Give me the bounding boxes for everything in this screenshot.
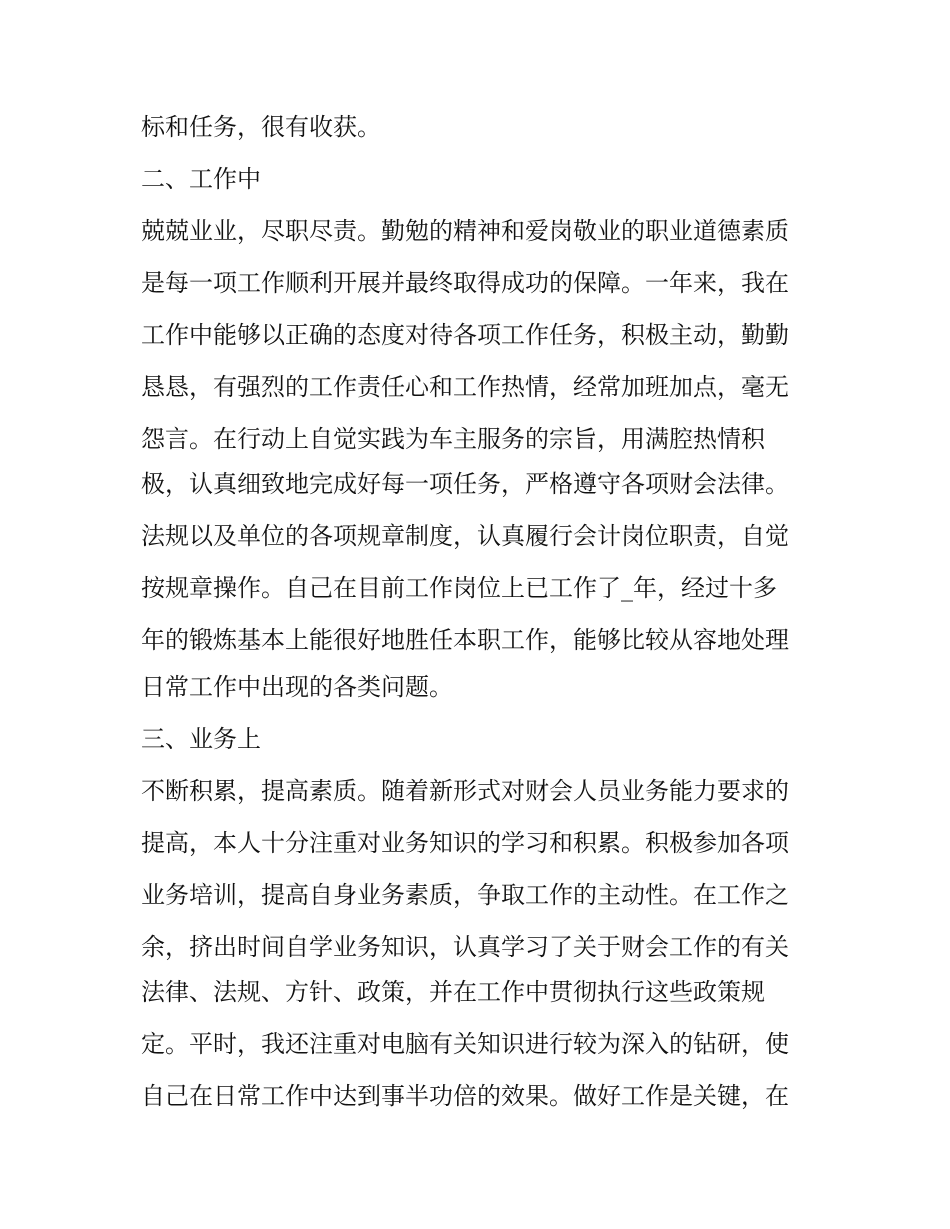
text-line: 提高，本人十分注重对业务知识的学习和积累。积极参加各项 — [141, 829, 789, 857]
text-line: 法规以及单位的各项规章制度，认真履行会计岗位职责，自觉 — [141, 522, 789, 550]
text-line: 兢兢业业，尽职尽责。勤勉的精神和爱岗敬业的职业道德素质 — [141, 217, 789, 245]
text-line: 年的锻炼基本上能很好地胜任本职工作，能够比较从容地处理 — [141, 626, 789, 654]
text-line: 法律、法规、方针、政策，并在工作中贯彻执行这些政策规 — [141, 978, 765, 1006]
section-heading: 二、工作中 — [141, 165, 261, 193]
text-line: 不断积累，提高素质。随着新形式对财会人员业务能力要求的 — [141, 777, 789, 805]
text-line: 工作中能够以正确的态度对待各项工作任务，积极主动，勤勤 — [141, 321, 789, 349]
text-line: 自己在日常工作中达到事半功倍的效果。做好工作是关键，在 — [141, 1082, 789, 1110]
text-line: 定。平时，我还注重对电脑有关知识进行较为深入的钻研，使 — [141, 1030, 789, 1058]
text-line: 极，认真细致地完成好每一项任务，严格遵守各项财会法律。 — [141, 470, 789, 498]
text-line: 怨言。在行动上自觉实践为车主服务的宗旨，用满腔热情积 — [141, 425, 765, 453]
text-line: 按规章操作。自己在目前工作岗位上已工作了_年，经过十多 — [141, 574, 777, 602]
text-line: 是每一项工作顺利开展并最终取得成功的保障。一年来，我在 — [141, 269, 789, 297]
text-line: 余，挤出时间自学业务知识，认真学习了关于财会工作的有关 — [141, 933, 789, 961]
text-line: 业务培训，提高自身业务素质，争取工作的主动性。在工作之 — [141, 881, 789, 909]
section-heading: 三、业务上 — [141, 725, 261, 753]
text-line: 日常工作中出现的各类问题。 — [141, 673, 453, 701]
text-line: 恳恳，有强烈的工作责任心和工作热情，经常加班加点，毫无 — [141, 373, 789, 401]
text-line: 标和任务，很有收获。 — [141, 113, 381, 141]
